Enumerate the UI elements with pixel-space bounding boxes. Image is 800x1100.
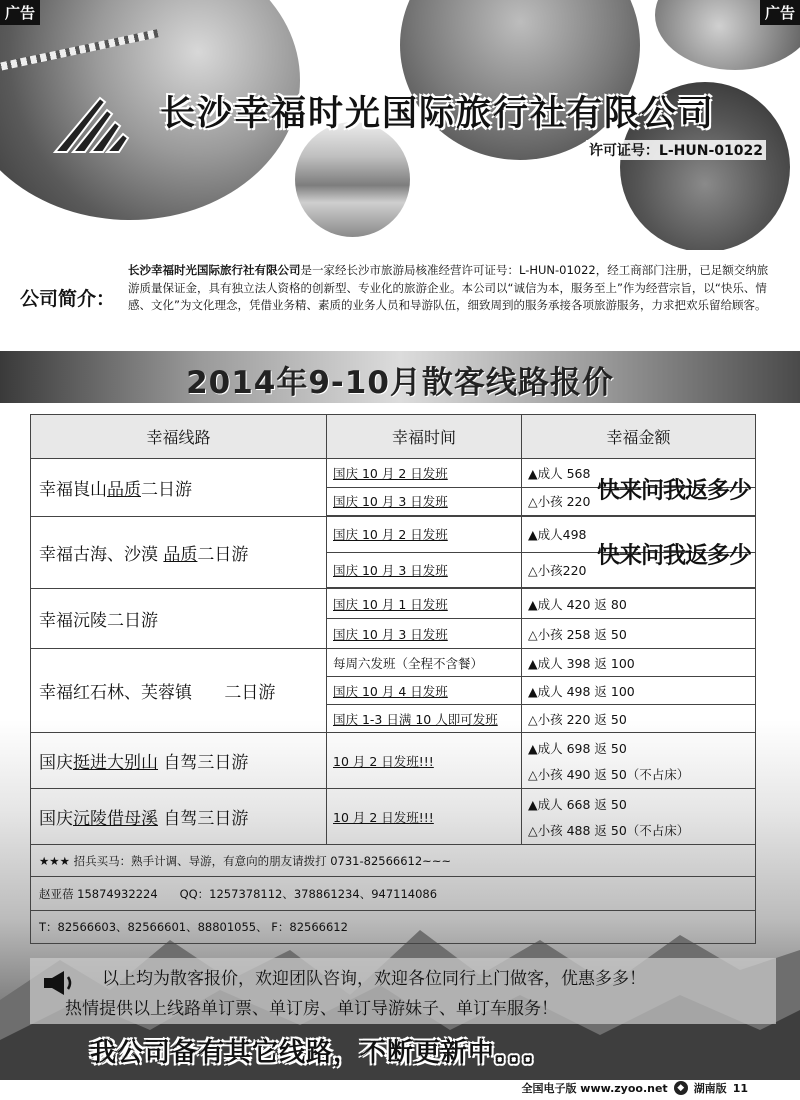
page-number: 11 (732, 1081, 748, 1095)
route-name: 幸福红石林、芙蓉镇 二日游 (31, 649, 327, 732)
price-adult: ▲成人 668 返 50 (528, 796, 627, 812)
departure-time: 国庆 10 月 3 日发班 (333, 626, 448, 642)
departure-time: 每周六发班（全程不含餐） (333, 655, 484, 671)
price-adult: ▲成人 420 返 80 (528, 596, 627, 612)
table-row (31, 589, 755, 649)
route-name: 国庆 沅陵借母溪 自驾三日游 (31, 789, 327, 844)
contact-text: 赵亚蓓 15874932224 QQ：1257378112、378861234、947114086 (39, 886, 438, 901)
scenic-photo-stone (400, 0, 640, 160)
company-logo-icon (45, 90, 145, 160)
price-child: △小孩 488 返 50（不占床） (528, 822, 690, 838)
notice-box (30, 958, 776, 1024)
scenic-photo-river (295, 122, 410, 237)
promo-text: 快来问我返多少 (597, 542, 751, 568)
price-child: △小孩 490 返 50（不占床） (528, 766, 690, 782)
header-time: 幸福时间 (327, 415, 522, 458)
intro-heading: 公司简介： (20, 288, 116, 310)
table-header (31, 415, 755, 459)
departure-time: 国庆 10 月 2 日发班 (333, 465, 448, 481)
ad-label-right: 广告 (760, 0, 800, 25)
departure-time: 国庆 10 月 3 日发班 (333, 494, 448, 510)
price-child: △小孩 220 (528, 494, 591, 510)
intro-body: 是一家经长沙市旅游局核准经营许可证号：L-HUN-01022，经工商部门注册，已足额交纳旅游质量保证金，具有独立法人资格的创新型、专业化的旅游企业。本公司以“诚信为本，服务至上”作为经营宗旨，以“快乐、情感、文化”为文化理念，凭借业务精、素质的业务人员和导游队伍，细致周到的服务承接各项旅游服务，力求把欢乐留给顾客。 (128, 263, 769, 312)
price-child: △小孩 220 返 50 (528, 711, 627, 727)
footer-edition: 湖南版 (693, 1082, 727, 1095)
route-name: 幸福沅陵二日游 (31, 589, 327, 648)
departure-time: 10 月 2 日发班!!! (333, 809, 434, 825)
price-adult: ▲成人498 (528, 527, 587, 543)
departure-time: 国庆 1-3 日满 10 人即可发班 (333, 711, 498, 727)
title-banner (0, 351, 800, 403)
departure-time: 国庆 10 月 2 日发班 (333, 527, 448, 543)
closing-slogan: 我公司备有其它线路，不断更新中。。。 (90, 1038, 551, 1068)
price-adult: ▲成人 568 (528, 465, 591, 481)
footer-site: 全国电子版 www.zyoo.net (521, 1082, 668, 1095)
promo-text: 快来问我返多少 (597, 477, 751, 503)
price-adult: ▲成人 398 返 100 (528, 655, 635, 671)
table-row (31, 649, 755, 733)
phone-row (31, 911, 755, 943)
table-row (31, 789, 755, 845)
route-name: 国庆 挺进大别山 自驾三日游 (31, 733, 327, 788)
table-row (31, 459, 755, 517)
phone-text: T：82566603、82566601、88801055、 F：82566612 (39, 920, 348, 934)
intro-company-name: 长沙幸福时光国际旅行社有限公司 (128, 263, 301, 277)
company-title: 长沙幸福时光国际旅行社有限公司 (160, 94, 716, 134)
recruit-text: ★★★ 招兵买马：熟手计调、导游，有意向的朋友请拨打 0731-82566612~~~ (39, 853, 452, 868)
notice-line-1: 以上均为散客报价，欢迎团队咨询，欢迎各位同行上门做客，优惠多多！ (102, 969, 646, 989)
header-route: 幸福线路 (31, 415, 327, 458)
departure-time: 国庆 10 月 3 日发班 (333, 562, 448, 578)
route-name: 幸福崀山 品质 二日游 (31, 459, 327, 516)
recruit-row (31, 845, 755, 877)
table-row (31, 517, 755, 589)
price-child: △小孩220 (528, 562, 587, 578)
departure-time: 国庆 10 月 4 日发班 (333, 683, 448, 699)
notice-line-2: 热情提供以上线路单订票、单订房、单订导游妹子、单订车服务！ (65, 999, 558, 1019)
price-table (30, 414, 756, 944)
page-footer (521, 1080, 748, 1096)
departure-time: 10 月 2 日发班!!! (333, 753, 434, 769)
route-name: 幸福古海、沙漠 品质 二日游 (31, 517, 327, 588)
departure-time: 国庆 10 月 1 日发班 (333, 596, 448, 612)
price-adult: ▲成人 498 返 100 (528, 683, 635, 699)
header-price: 幸福金额 (606, 428, 671, 447)
license-number: 许可证号：L-HUN-01022 (586, 140, 766, 160)
ad-label-left: 广告 (0, 0, 40, 25)
banner-title: 2014年9-10月散客线路报价 (186, 365, 614, 401)
header-collage (0, 0, 800, 250)
intro-text (128, 262, 778, 315)
price-adult: ▲成人 698 返 50 (528, 740, 627, 756)
company-intro (20, 262, 780, 342)
contact-row (31, 877, 755, 911)
edition-icon: ◆ (674, 1081, 688, 1095)
price-child: △小孩 258 返 50 (528, 626, 627, 642)
table-row (31, 733, 755, 789)
